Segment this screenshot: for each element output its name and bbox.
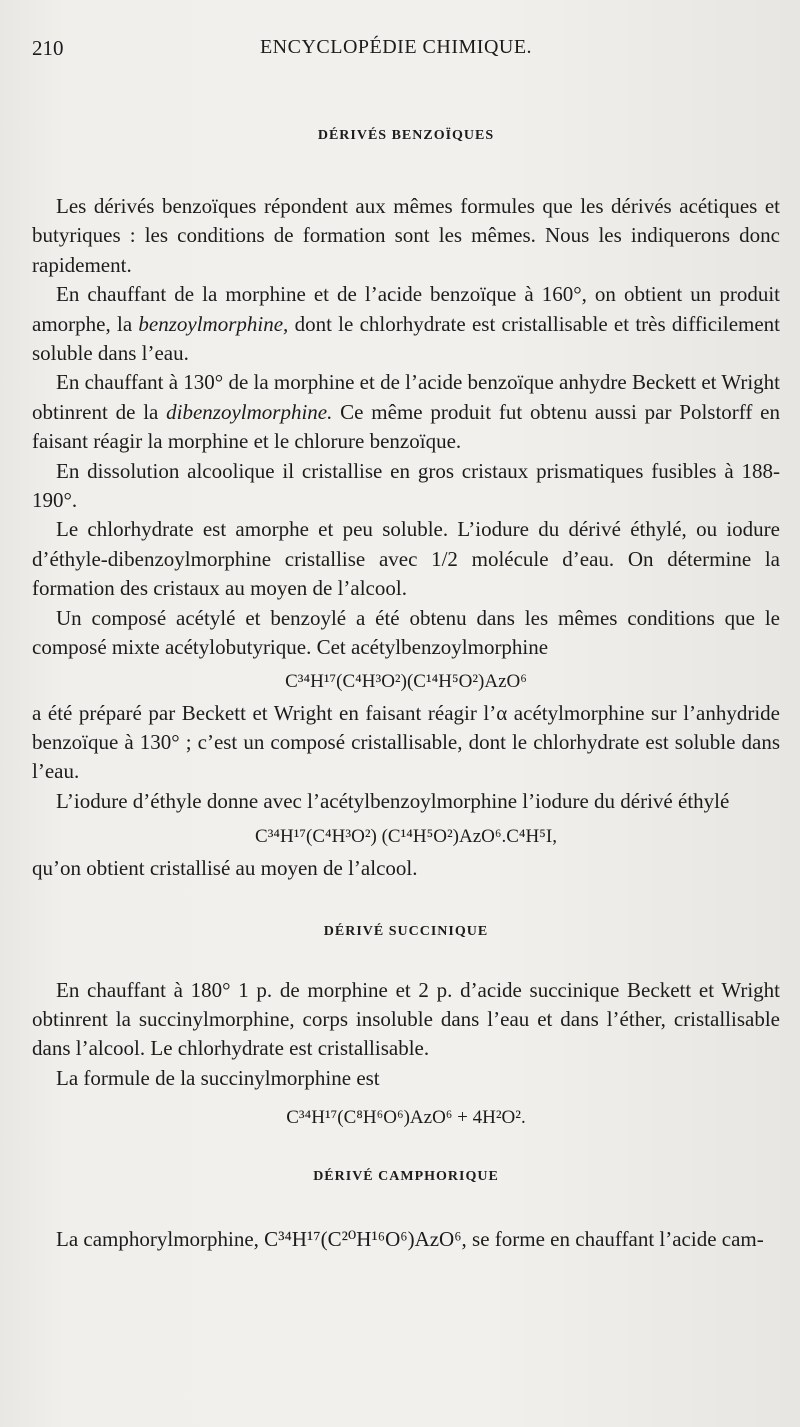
paragraph-text: En chauffant de la morphine et de l’acide benzoïque à 160°, on obtient un produit amorphe, la	[32, 282, 780, 336]
page-body	[32, 128, 780, 1255]
paragraph-text: En chauffant à 130° de la morphine et de l’acide benzoïque anhydre Beckett et Wright obtinrent de la	[32, 370, 780, 424]
page-number: 210	[32, 36, 64, 60]
paragraph	[32, 280, 780, 368]
paragraph: qu’on obtient cristallisé au moyen de l’alcool.	[32, 856, 418, 881]
compound-name: dibenzoylmorphine.	[166, 399, 333, 424]
section-title-succinique: DÉRIVÉ SUCCINIQUE	[323, 923, 489, 939]
chemical-formula: C³⁴H¹⁷(C⁸H⁶O⁶)AzO⁶ + 4H²O².	[286, 1107, 526, 1129]
paragraph: En chauffant à 180° 1 p. de morphine et 2 p. d’acide succinique Beckett et Wright obtinrent la succinylmorphine, corps insoluble dans l’eau et dans l’éther, cristallisable dans l’alcool. Le chlorhydrate est cristallisable.	[32, 977, 780, 1061]
chemical-formula: C³⁴H¹⁷(C⁴H³O²) (C¹⁴H⁵O²)AzO⁶.C⁴H⁵I,	[255, 826, 557, 848]
paragraph: Les dérivés benzoïques répondent aux mêmes formules que les dérivés acétiques et butyriques : les conditions de formation sont les mêmes. Nous les indiquerons donc rapidement.	[32, 194, 780, 277]
paragraph-text: Ce même produit fut obtenu aussi par Polstorff en faisant réagir la morphine et le chlorure benzoïque.	[32, 399, 780, 454]
paragraph: Le chlorhydrate est amorphe et peu soluble. L’iodure du dérivé éthylé, ou iodure d’éthyle-dibenzoylmorphine cristallise avec 1/2 molécule d’eau. On détermine la formation des cristaux au moyen de l’alcool.	[32, 517, 780, 601]
compound-name: benzoylmorphine,	[138, 311, 289, 336]
section-title-camphorique: DÉRIVÉ CAMPHORIQUE	[313, 1169, 499, 1185]
paragraph-text: dont le chlorhydrate est cristallisable et très difficilement soluble dans l’eau.	[32, 311, 781, 366]
chemical-formula: C³⁴H¹⁷(C⁴H³O²)(C¹⁴H⁵O²)AzO⁶	[285, 670, 527, 692]
paragraph: L’iodure d’éthyle donne avec l’acétylbenzoylmorphine l’iodure du dérivé éthylé	[56, 788, 730, 813]
paragraph: La formule de la succinylmorphine est	[56, 1065, 380, 1090]
paragraph: a été préparé par Beckett et Wright en faisant réagir l’α acétylmorphine sur l’anhydride benzoïque à 130° ; c’est un composé cristallisable, dont le chlorhydrate est soluble dans l’eau.	[32, 700, 780, 784]
paragraph: La camphorylmorphine, C³⁴H¹⁷(C²⁰H¹⁶O⁶)AzO⁶, se forme en chauffant l’acide cam-	[56, 1227, 764, 1252]
paragraph: En dissolution alcoolique il cristallise en gros cristaux prismatiques fusibles à 188-190°.	[32, 458, 780, 513]
paragraph	[32, 368, 780, 456]
section-title-benzoiques: DÉRIVÉS BENZOÏQUES	[317, 128, 495, 143]
running-title: ENCYCLOPÉDIE CHIMIQUE.	[259, 36, 533, 58]
paragraph: Un composé acétylé et benzoylé a été obtenu dans les mêmes conditions que le composé mixte acétylobutyrique. Cet acétylbenzoylmorphine	[32, 605, 780, 660]
page-header	[32, 36, 760, 66]
